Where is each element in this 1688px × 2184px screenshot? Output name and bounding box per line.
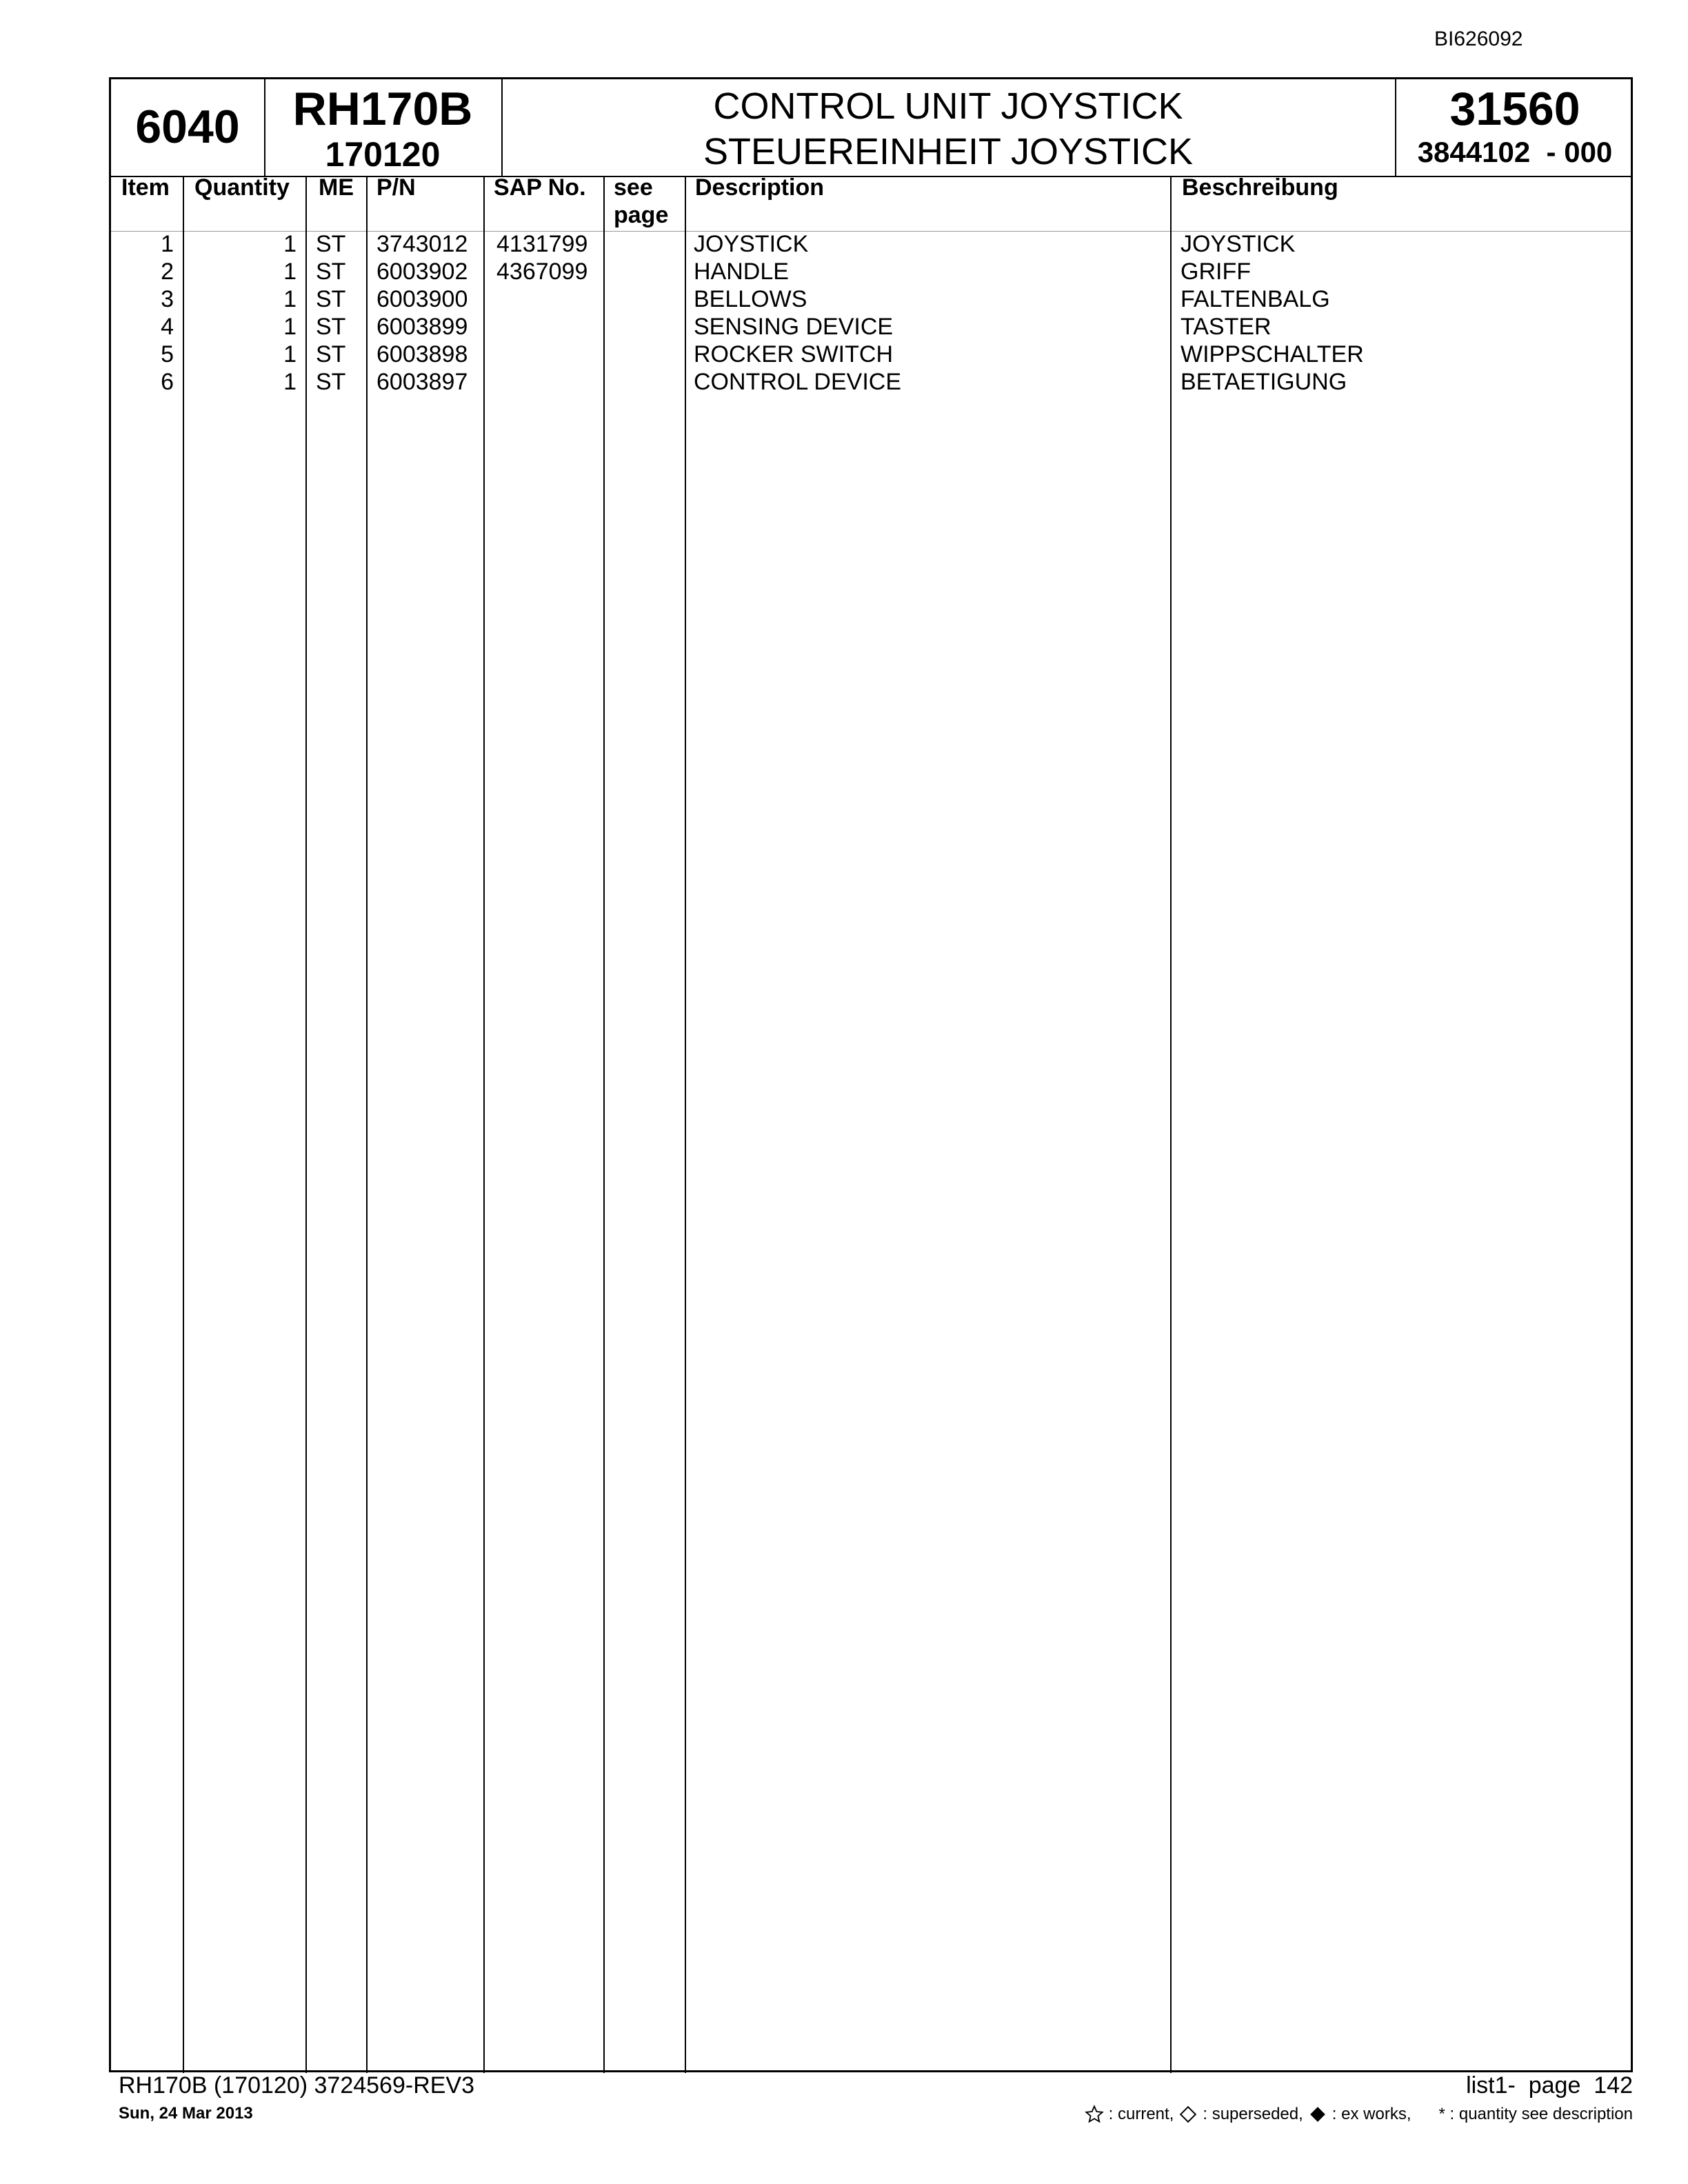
cell-me: ST: [316, 286, 346, 312]
cell-me: ST: [316, 341, 346, 367]
cell-item: 5: [161, 341, 174, 367]
cell-beschreibung: TASTER: [1180, 314, 1272, 340]
cell-pn: 6003902: [376, 259, 468, 285]
column-header-item: Item: [121, 174, 170, 201]
cell-me: ST: [316, 259, 346, 285]
cell-me: ST: [316, 314, 346, 340]
cell-description: SENSING DEVICE: [694, 314, 894, 340]
diamond-outline-icon: [1178, 2104, 1198, 2125]
cell-description: ROCKER SWITCH: [694, 341, 893, 367]
column-header-see: see: [614, 174, 653, 201]
cell-quantity: 1: [283, 341, 297, 367]
cell-beschreibung: GRIFF: [1180, 259, 1251, 285]
cell-item: 6: [161, 369, 174, 395]
column-header-beschreibung: Beschreibung: [1182, 174, 1338, 201]
cell-pn: 6003898: [376, 341, 468, 367]
cell-quantity: 1: [283, 286, 297, 312]
cell-item: 4: [161, 314, 174, 340]
star-outline-icon: [1084, 2104, 1105, 2125]
footer-date: Sun, 24 Mar 2013: [119, 2104, 253, 2123]
legend-exworks-label: : ex works,: [1332, 2105, 1411, 2123]
cell-item: 3: [161, 286, 174, 312]
cell-description: HANDLE: [694, 259, 789, 285]
legend: [1084, 2104, 1633, 2125]
cell-me: ST: [316, 369, 346, 395]
cell-beschreibung: FALTENBALG: [1180, 286, 1330, 312]
page-number: 31560: [1449, 83, 1580, 135]
column-header-me: ME: [319, 174, 354, 201]
cell-quantity: 1: [283, 314, 297, 340]
cell-beschreibung: JOYSTICK: [1180, 231, 1296, 257]
legend-superseded-label: : superseded,: [1203, 2105, 1303, 2123]
column-header-sap: SAP No.: [494, 174, 586, 201]
column-header-description: Description: [695, 174, 825, 201]
legend-quantity-label: * : quantity see description: [1438, 2105, 1633, 2123]
model-name: RH170B: [292, 83, 473, 135]
footer-document-reference: RH170B (170120) 3724569-REV3: [119, 2072, 475, 2099]
cell-pn: 3743012: [376, 231, 468, 257]
column-header-pn: P/N: [376, 174, 416, 201]
cell-sap: 4131799: [496, 231, 588, 257]
group-number: 6040: [135, 101, 240, 153]
cell-pn: 6003900: [376, 286, 468, 312]
cell-description: JOYSTICK: [694, 231, 809, 257]
footer-page-info: list1- page 142: [1466, 2072, 1633, 2099]
cell-quantity: 1: [283, 231, 297, 257]
cell-quantity: 1: [283, 259, 297, 285]
legend-current-label: : current,: [1108, 2105, 1174, 2123]
drawing-reference: 3844102 - 000: [1417, 136, 1613, 168]
cell-item: 2: [161, 259, 174, 285]
cell-beschreibung: BETAETIGUNG: [1180, 369, 1347, 395]
cell-item: 1: [161, 231, 174, 257]
cell-quantity: 1: [283, 369, 297, 395]
cell-beschreibung: WIPPSCHALTER: [1180, 341, 1364, 367]
cell-pn: 6003897: [376, 369, 468, 395]
document-id: BI626092: [1434, 28, 1523, 50]
serial-number: 170120: [325, 135, 441, 174]
column-header-page: page: [614, 202, 669, 228]
cell-description: BELLOWS: [694, 286, 807, 312]
cell-description: CONTROL DEVICE: [694, 369, 902, 395]
title-english: CONTROL UNIT JOYSTICK: [713, 85, 1183, 127]
cell-sap: 4367099: [496, 259, 588, 285]
title-german: STEUEREINHEIT JOYSTICK: [703, 131, 1194, 172]
column-header-quantity: Quantity: [194, 174, 290, 201]
cell-pn: 6003899: [376, 314, 468, 340]
diamond-filled-icon: [1307, 2104, 1328, 2125]
cell-me: ST: [316, 231, 346, 257]
